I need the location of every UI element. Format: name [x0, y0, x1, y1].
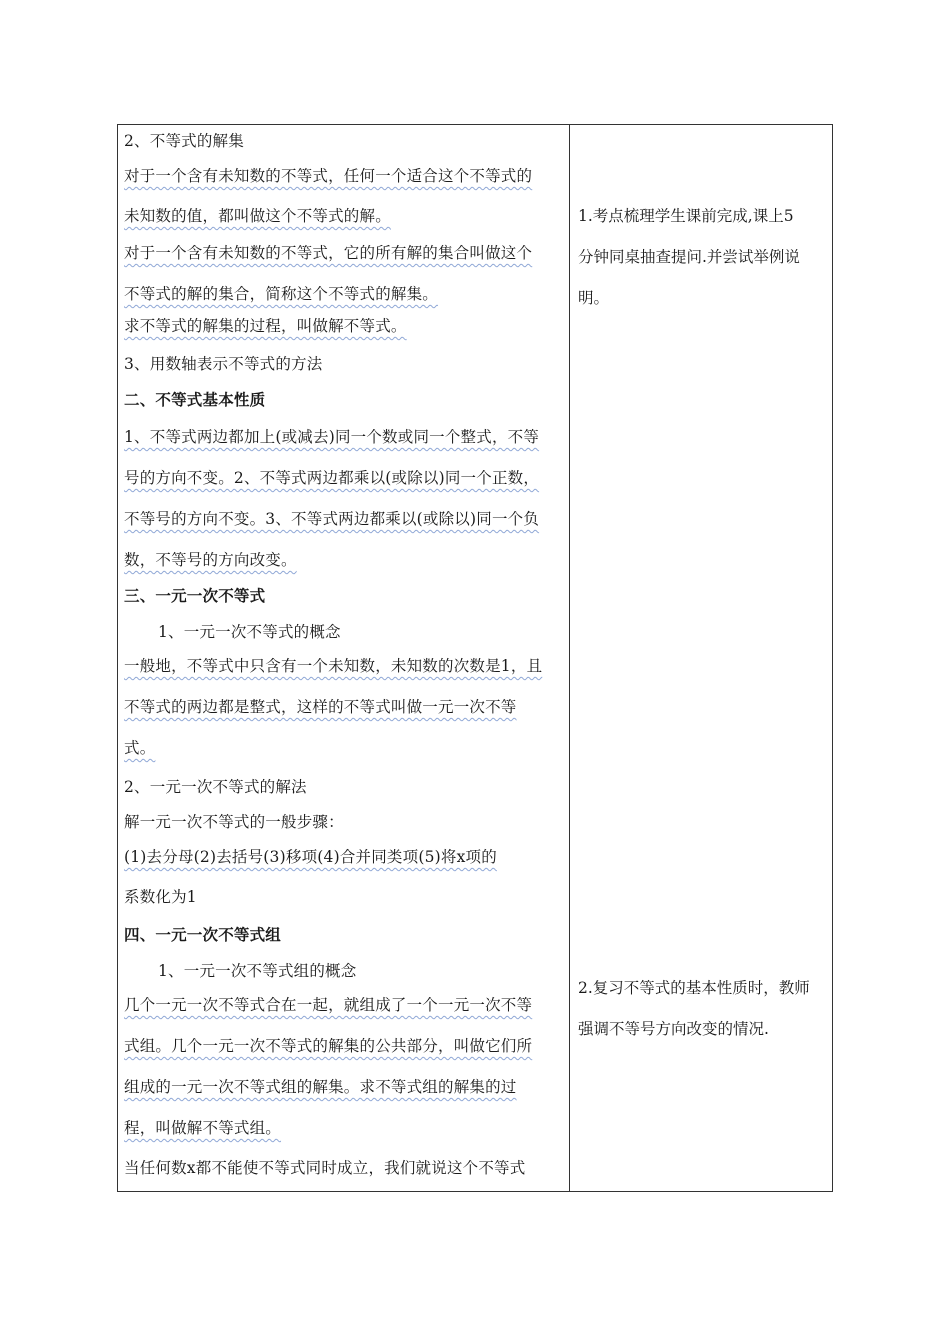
note-line: 1.考点梳理学生课前完成,课上5 — [578, 207, 794, 225]
content-line: 未知数的值，都叫做这个不等式的解。 — [124, 207, 391, 225]
content-line: 组成的一元一次不等式组的解集。求不等式组的解集的过 — [124, 1078, 517, 1096]
content-line: 四、一元一次不等式组 — [124, 925, 282, 944]
content-line: 解一元一次不等式的一般步骤： — [124, 813, 344, 831]
content-line: 式。 — [124, 739, 156, 757]
note-line: 2.复习不等式的基本性质时，教师 — [578, 979, 810, 997]
content-line: 三、一元一次不等式 — [124, 586, 266, 605]
content-line: 对于一个含有未知数的不等式，它的所有解的集合叫做这个 — [124, 244, 533, 262]
content-line: 1、一元一次不等式组的概念 — [158, 962, 357, 980]
content-line: 几个一元一次不等式合在一起，就组成了一个一元一次不等 — [124, 996, 533, 1014]
content-line: 不等式的两边都是整式，这样的不等式叫做一元一次不等 — [124, 698, 517, 716]
content-line: 不等号的方向不变。3、不等式两边都乘以(或除以)同一个负 — [124, 510, 540, 528]
note-line: 明。 — [578, 289, 610, 307]
note-line: 分钟同桌抽查提问.并尝试举例说 — [578, 248, 800, 266]
content-line: 1、一元一次不等式的概念 — [158, 623, 341, 641]
content-line: 一般地，不等式中只含有一个未知数，未知数的次数是1，且 — [124, 657, 543, 675]
column-divider — [569, 125, 570, 1191]
content-line: 不等式的解的集合，简称这个不等式的解集。 — [124, 285, 439, 303]
content-line: 式组。几个一元一次不等式的解集的公共部分，叫做它们所 — [124, 1037, 533, 1055]
content-line: 系数化为1 — [124, 888, 197, 906]
content-line: 2、不等式的解集 — [124, 132, 244, 150]
content-line: 2、一元一次不等式的解法 — [124, 778, 307, 796]
content-line: 号的方向不变。2、不等式两边都乘以(或除以)同一个正数， — [124, 469, 540, 487]
content-line: 当任何数x都不能使不等式同时成立，我们就说这个不等式 — [124, 1159, 526, 1177]
content-line: 1、不等式两边都加上(或减去)同一个数或同一个整式，不等 — [124, 428, 540, 446]
content-line: 二、不等式基本性质 — [124, 390, 266, 409]
notes-table — [117, 124, 833, 1192]
content-line: 对于一个含有未知数的不等式，任何一个适合这个不等式的 — [124, 167, 533, 185]
content-line: 求不等式的解集的过程，叫做解不等式。 — [124, 317, 407, 335]
content-line: 数，不等号的方向改变。 — [124, 551, 297, 569]
content-line: 3、用数轴表示不等式的方法 — [124, 355, 323, 373]
content-line: (1)去分母(2)去括号(3)移项(4)合并同类项(5)将x项的 — [124, 848, 497, 866]
note-line: 强调不等号方向改变的情况. — [578, 1020, 769, 1038]
content-line: 程，叫做解不等式组。 — [124, 1119, 282, 1137]
